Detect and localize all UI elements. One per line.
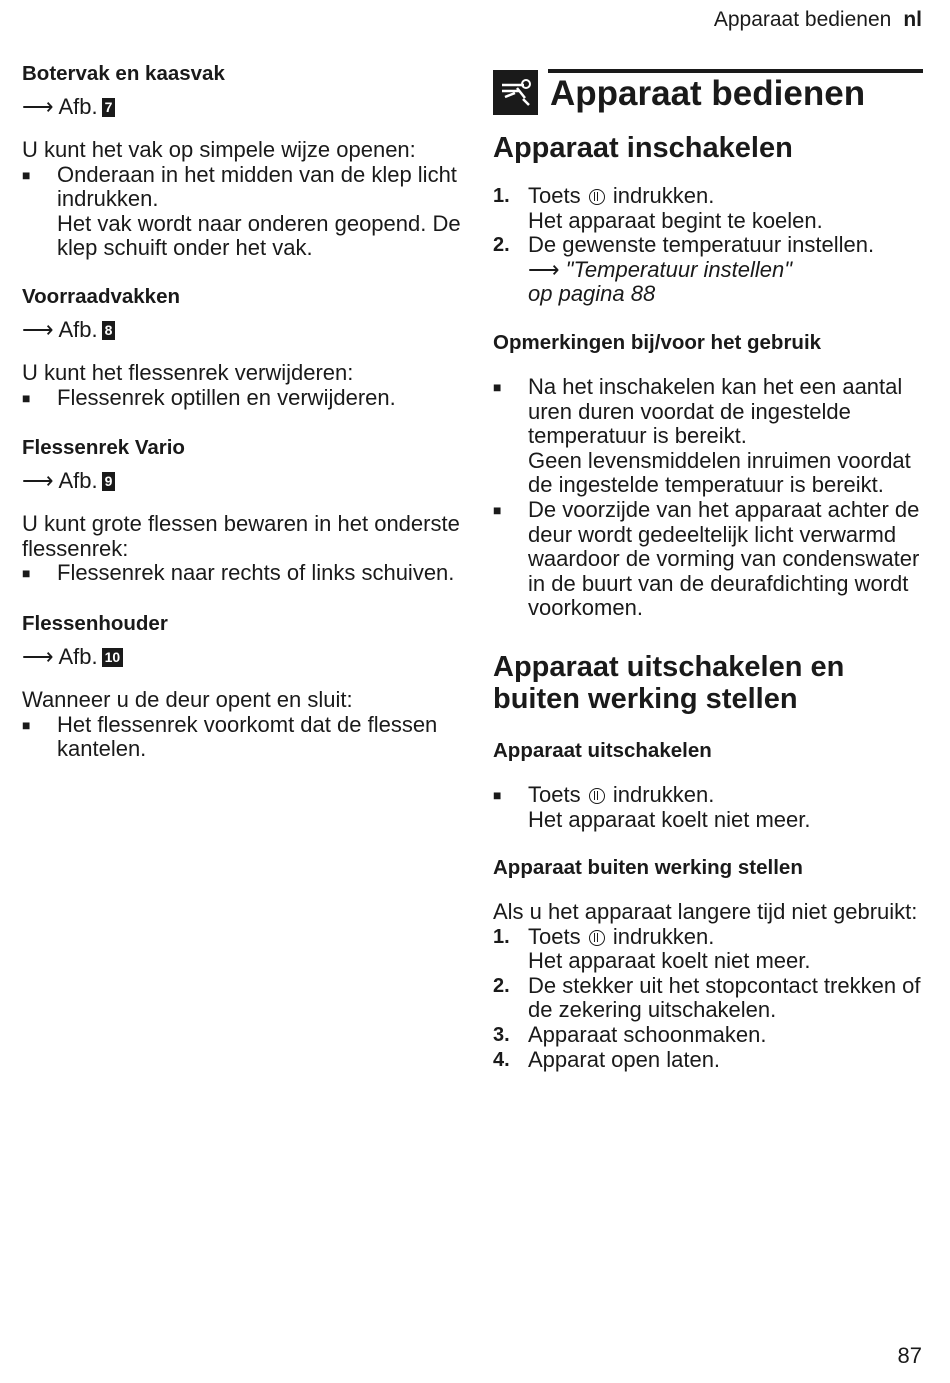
figure-ref-7 xyxy=(22,94,462,120)
figure-ref-label: Afb. xyxy=(58,643,98,669)
list-item: 2. De stekker uit het stopcontact trekken of de zekering uitschakelen. xyxy=(493,972,921,1023)
heading-opmerkingen: Opmerkingen bij/voor het gebruik xyxy=(493,330,822,354)
square-bullet-icon: ■ xyxy=(22,166,31,183)
numbered-list xyxy=(493,925,923,1073)
chapter-rule xyxy=(548,69,923,73)
bullet-list xyxy=(22,713,462,762)
figure-number-badge: 9 xyxy=(102,472,116,491)
figure-number-badge: 8 xyxy=(102,321,116,340)
paragraph: Wanneer u de deur opent en sluit: xyxy=(22,686,353,712)
bullet-list xyxy=(22,163,462,261)
cross-reference-page: op pagina 88 xyxy=(528,281,656,307)
numbered-list xyxy=(493,184,923,307)
heading-botervak: Botervak en kaasvak xyxy=(22,62,225,85)
figure-ref-9 xyxy=(22,468,462,494)
arrow-right-icon: ⟶ xyxy=(528,256,560,282)
appliance-operation-icon xyxy=(493,70,538,115)
right-column xyxy=(493,62,923,1072)
list-item: 1. Toets indrukken. Het apparaat koelt niet meer. xyxy=(493,923,811,974)
square-bullet-icon: ■ xyxy=(22,389,31,406)
cross-reference-link[interactable]: "Temperatuur instellen" xyxy=(565,256,793,282)
list-item: 1. Toets indrukken. Het apparaat begint te koelen. xyxy=(493,183,823,233)
figure-ref-8 xyxy=(22,317,462,343)
arrow-right-icon: ⟶ xyxy=(22,468,54,494)
left-column xyxy=(22,62,462,762)
heading-apparaat-inschakelen: Apparaat inschakelen xyxy=(493,132,793,164)
heading-buiten-werking-stellen: Apparaat buiten werking stellen xyxy=(493,856,803,880)
figure-ref-label: Afb. xyxy=(58,468,98,494)
list-item: 4. Apparat open laten. xyxy=(493,1046,721,1072)
figure-ref-label: Afb. xyxy=(58,94,98,119)
heading-flessenrek-vario: Flessenrek Vario xyxy=(22,436,185,460)
figure-ref-label: Afb. xyxy=(58,316,98,342)
paragraph: U kunt het vak op simpele wijze openen: xyxy=(22,137,416,162)
chapter-header xyxy=(493,62,923,112)
paragraph: U kunt grote flessen bewaren in het onderste flessenrek: xyxy=(22,511,460,561)
arrow-right-icon: ⟶ xyxy=(22,643,54,669)
list-item: ■ Toets indrukken. Het apparaat koelt niet meer. xyxy=(493,781,811,832)
heading-apparaat-uitschakelen: Apparaat uitschakelen xyxy=(493,738,712,762)
power-button-icon xyxy=(589,930,605,946)
bullet-list xyxy=(493,375,923,621)
square-bullet-icon: ■ xyxy=(493,501,502,518)
list-item: ■ Onderaan in het midden van de klep licht indrukken. Het vak wordt naar onderen geopend. De klep schuift onder het vak. xyxy=(22,161,461,261)
arrow-right-icon: ⟶ xyxy=(22,94,54,119)
chapter-title: Apparaat bedienen xyxy=(550,74,866,113)
figure-ref-10 xyxy=(22,644,462,670)
paragraph: Als u het apparaat langere tijd niet gebruikt: xyxy=(493,899,918,925)
page-number: 87 xyxy=(897,1343,922,1368)
figure-number-badge: 10 xyxy=(102,648,124,667)
square-bullet-icon: ■ xyxy=(493,378,502,395)
list-item: ■ Flessenrek optillen en verwijderen. xyxy=(22,384,396,410)
heading-flessenhouder: Flessenhouder xyxy=(22,611,168,635)
list-item: ■ De voorzijde van het apparaat achter de deur wordt gedeeltelijk licht verwarmd waardoor de vorming van condenswater in de buurt van de deurafdichting wordt voorkomen. xyxy=(493,496,920,621)
power-button-icon xyxy=(589,788,605,804)
running-header xyxy=(714,8,922,32)
heading-apparaat-uitschakelen-en-buiten-werking: Apparaat uitschakelen en buiten werking stellen xyxy=(493,650,845,715)
heading-voorraadvakken: Voorraadvakken xyxy=(22,284,181,308)
square-bullet-icon: ■ xyxy=(22,716,31,733)
header-section-title: Apparaat bedienen xyxy=(713,8,892,31)
list-item: 3. Apparaat schoonmaken. xyxy=(493,1022,767,1048)
bullet-list xyxy=(493,783,923,832)
list-item: 2. De gewenste temperatuur instellen. ⟶ "Temperatuur instellen" op pagina 88 xyxy=(493,232,875,307)
arrow-right-icon: ⟶ xyxy=(22,316,54,342)
figure-number-badge: 7 xyxy=(102,98,116,117)
header-language-code: nl xyxy=(903,8,922,31)
power-button-icon xyxy=(589,189,605,205)
bullet-list xyxy=(22,561,462,586)
list-item: ■ Het flessenrek voorkomt dat de flessen kantelen. xyxy=(22,711,438,762)
square-bullet-icon: ■ xyxy=(22,565,31,582)
list-item: ■ Flessenrek naar rechts of links schuiven. xyxy=(22,560,455,586)
paragraph: U kunt het flessenrek verwijderen: xyxy=(22,359,354,385)
square-bullet-icon: ■ xyxy=(493,786,502,803)
list-item: ■ Na het inschakelen kan het een aantal uren duren voordat de ingestelde temperatuur is bereikt. Geen levensmiddelen inruimen voordat de ingestelde temperatuur is bereikt. xyxy=(493,373,911,498)
bullet-list xyxy=(22,386,462,411)
